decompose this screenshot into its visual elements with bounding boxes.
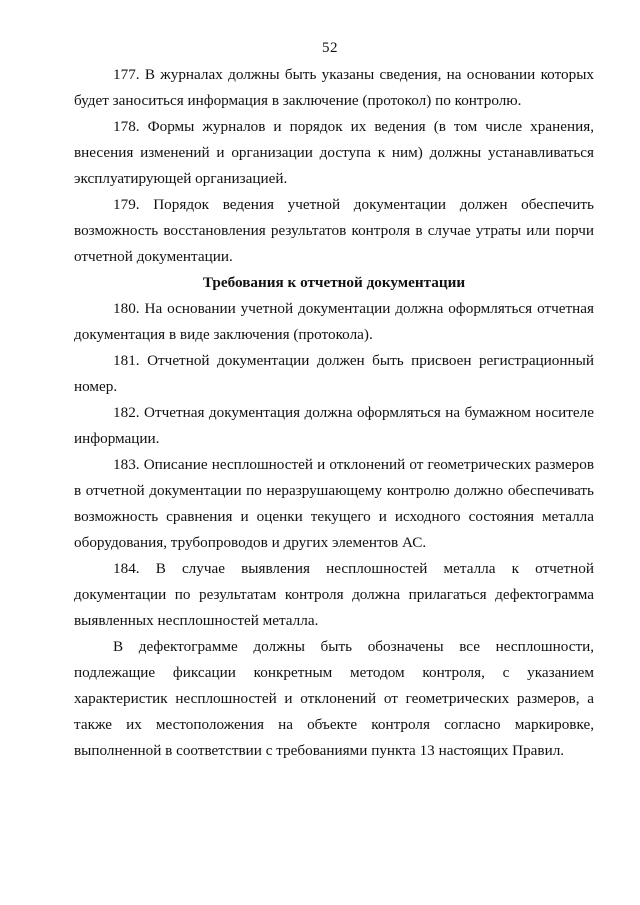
paragraph-179: 179. Порядок ведения учетной документации должен обеспечить возможность восстановления результатов контроля в случае утраты или порчи отчетной документации. — [74, 196, 594, 265]
document-body — [74, 62, 594, 764]
paragraph-177: 177. В журналах должны быть указаны сведения, на основании которых будет заноситься информация в заключение (протокол) по контролю. — [74, 66, 594, 109]
paragraph-183: 183. Описание несплошностей и отклонений от геометрических размеров в отчетной документации по неразрушающему контролю должно обеспечивать возможность сравнения и оценки текущего и исходного состояния металла оборудования, трубопроводов и других элементов АС. — [74, 456, 594, 551]
paragraph-181: 181. Отчетной документации должен быть присвоен регистрационный номер. — [74, 352, 594, 395]
paragraph-178: 178. Формы журналов и порядок их ведения (в том числе хранения, внесения изменений и организации доступа к ним) должны устанавливаться эксплуатирующей организацией. — [74, 118, 594, 187]
paragraph-182: 182. Отчетная документация должна оформляться на бумажном носителе информации. — [74, 404, 594, 447]
section-heading: Требования к отчетной документации — [202, 274, 466, 291]
paragraph-184: 184. В случае выявления несплошностей металла к отчетной документации по результатам контроля должна прилагаться дефектограмма выявленных несплошностей металла. — [74, 560, 594, 629]
paragraph-184-continued: В дефектограмме должны быть обозначены все несплошности, подлежащие фиксации конкретным методом контроля, с указанием характеристик несплошностей и отклонений от геометрических размеров, а также их местоположения на объекте контроля согласно маркировке, выполненной в соответствии с требованиями пункта 13 настоящих Правил. — [74, 638, 594, 759]
paragraph-180: 180. На основании учетной документации должна оформляться отчетная документация в виде заключения (протокола). — [74, 300, 594, 343]
page-number: 52 — [322, 40, 338, 56]
